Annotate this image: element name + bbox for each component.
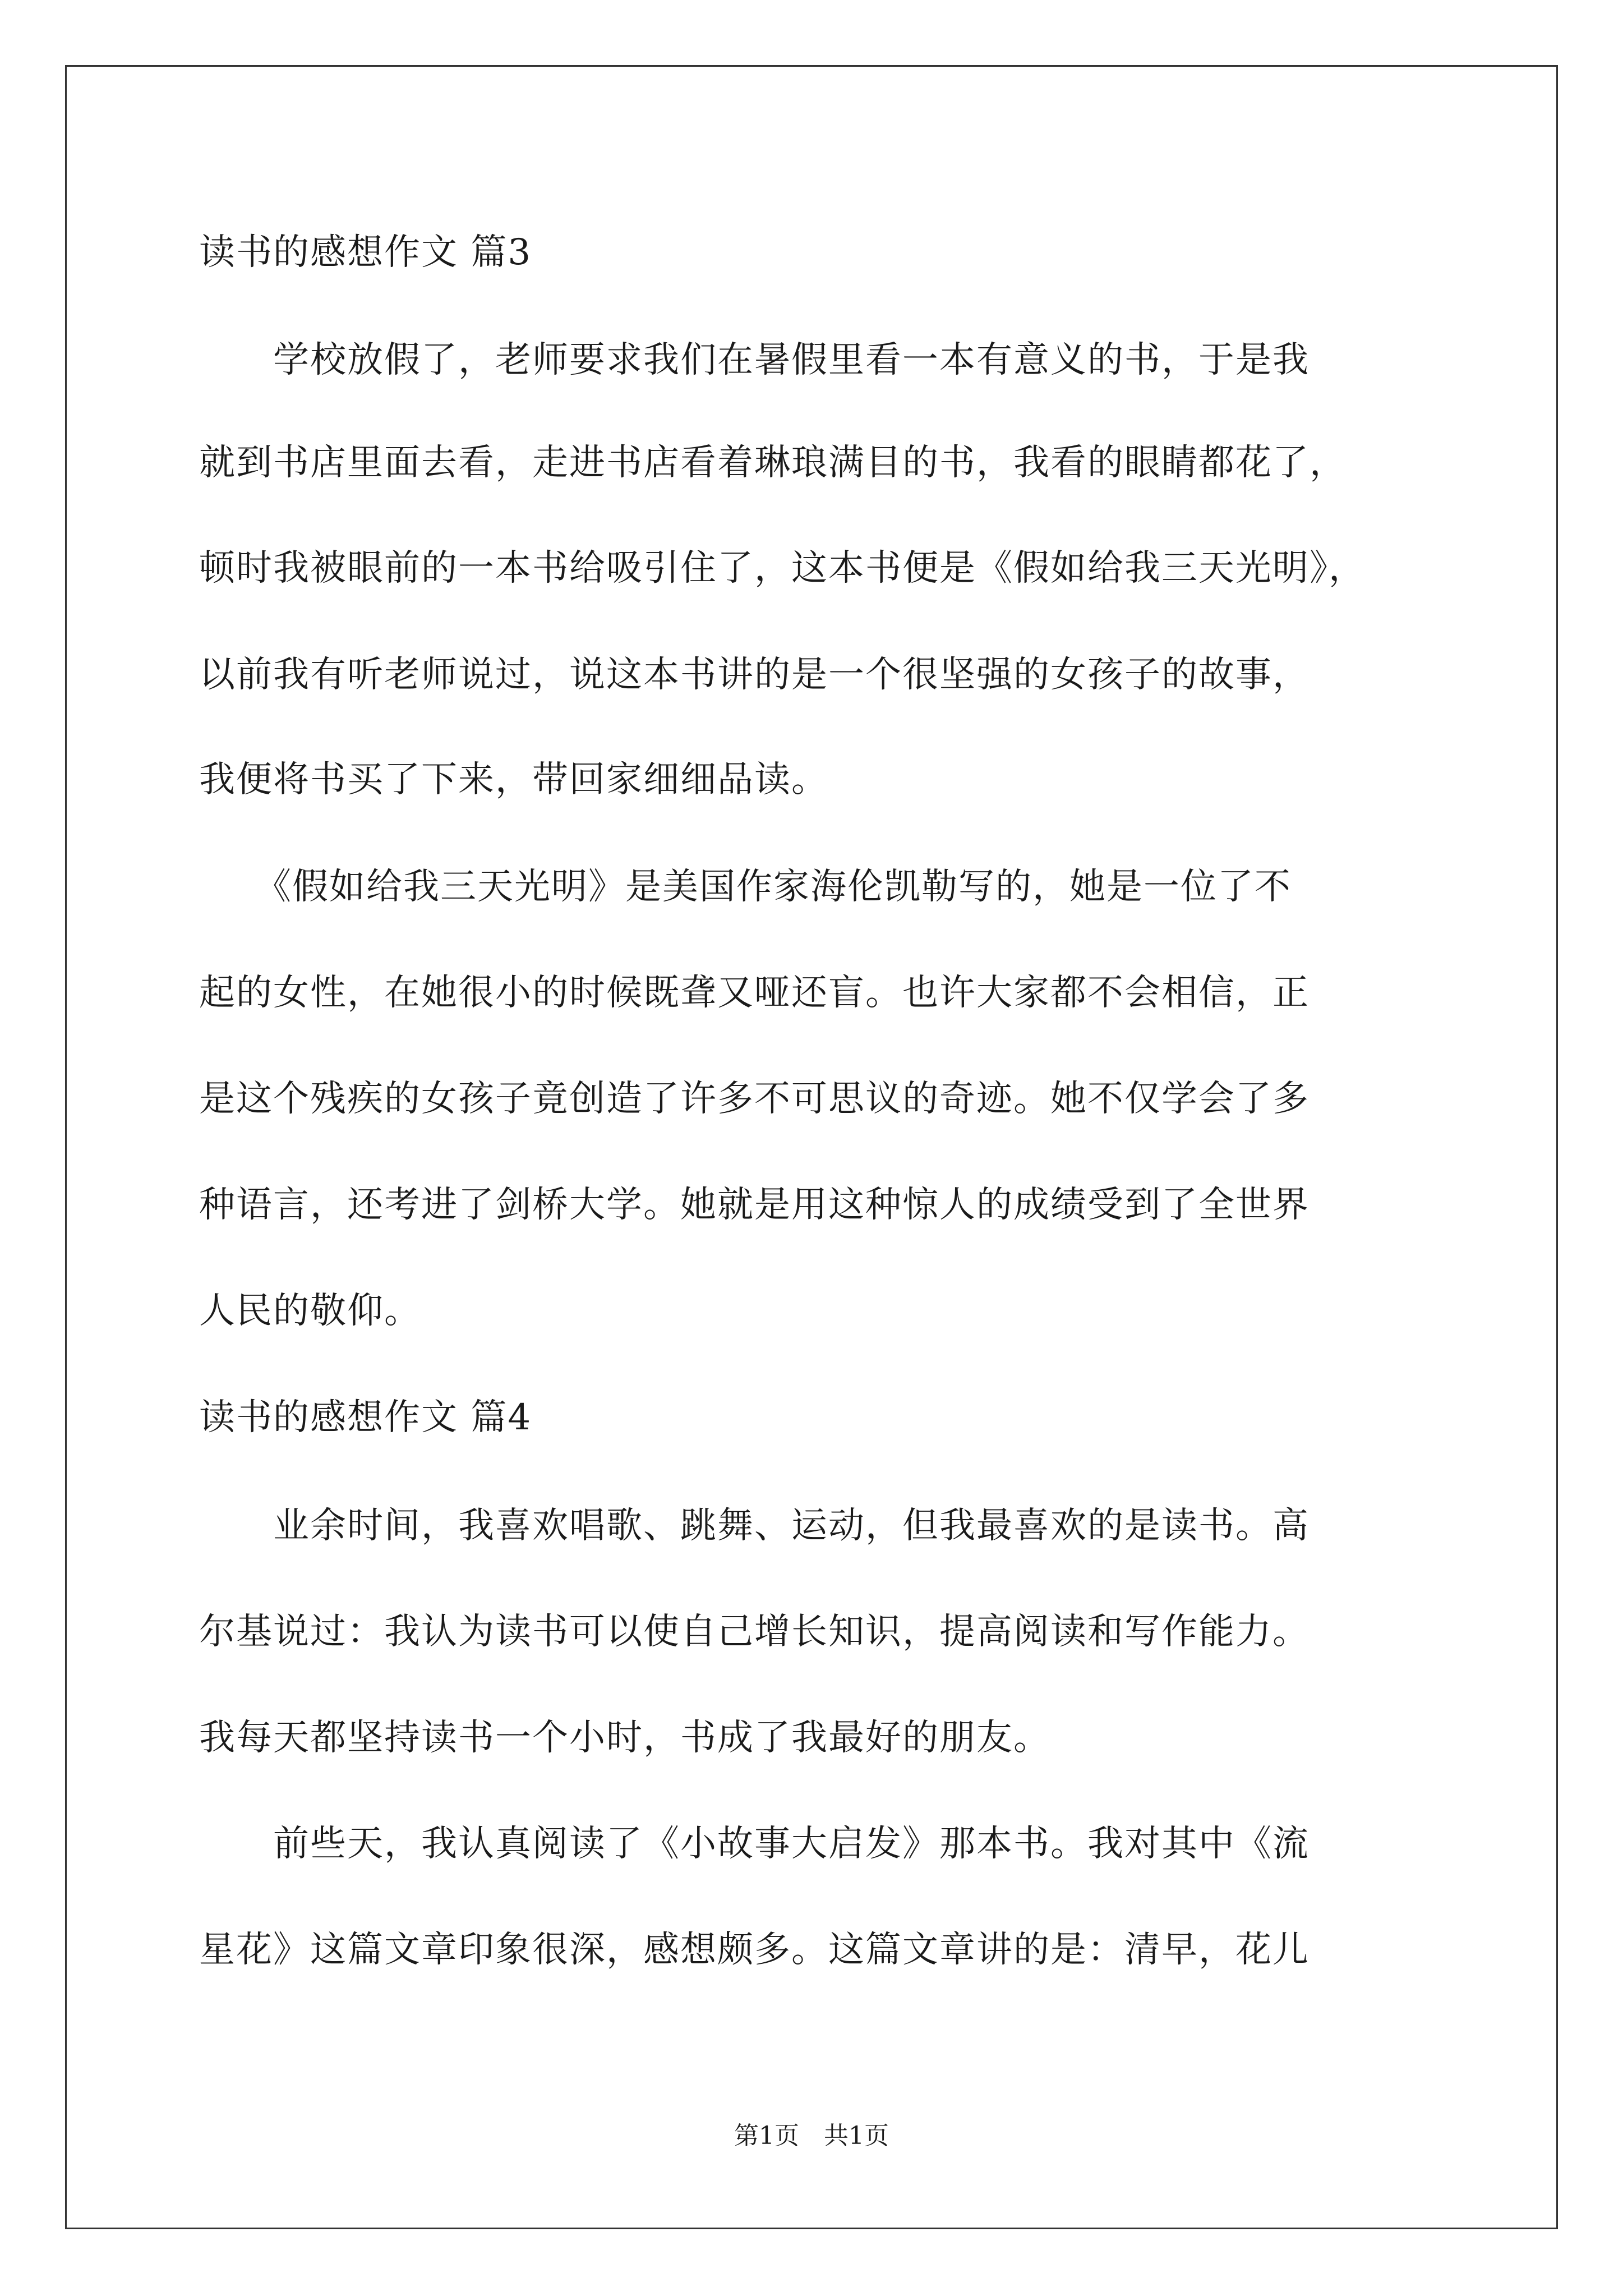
paragraph-line: 学校放假了，老师要求我们在暑假里看一本有意义的书，于是我 — [199, 339, 1310, 381]
paragraph-line: 我每天都坚持读书一个小时，书成了我最好的朋友。 — [199, 1717, 1050, 1759]
page-border — [65, 65, 1558, 2229]
paragraph-line: 种语言，还考进了剑桥大学。她就是用这种惊人的成绩受到了全世界 — [199, 1184, 1310, 1226]
paragraph-line: 业余时间，我喜欢唱歌、跳舞、运动，但我最喜欢的是读书。高 — [199, 1505, 1310, 1547]
paragraph-line: 《假如给我三天光明》是美国作家海伦凯勒写的，她是一位了不 — [199, 866, 1292, 908]
paragraph-line: 星花》这篇文章印象很深，感想颇多。这篇文章讲的是：清早，花儿 — [199, 1929, 1310, 1971]
paragraph-line: 就到书店里面去看，走进书店看着琳琅满目的书，我看的眼睛都花了， — [199, 442, 1347, 484]
paragraph-line: 顿时我被眼前的一本书给吸引住了，这本书便是《假如给我三天光明》， — [199, 547, 1366, 589]
paragraph-line: 前些天，我认真阅读了《小故事大启发》那本书。我对其中《流 — [199, 1823, 1310, 1865]
section-heading-4: 读书的感想作文 篇4 — [199, 1397, 532, 1438]
paragraph-line: 以前我有听老师说过，说这本书讲的是一个很坚强的女孩子的故事， — [199, 654, 1310, 696]
paragraph-line: 我便将书买了下来，带回家细细品读。 — [199, 759, 828, 800]
paragraph-line: 尔基说过：我认为读书可以使自己增长知识，提高阅读和写作能力。 — [199, 1611, 1310, 1653]
section-heading-3: 读书的感想作文 篇3 — [199, 232, 532, 273]
page-number-footer: 第1页 共1页 — [734, 2122, 889, 2150]
paragraph-line: 是这个残疾的女孩子竟创造了许多不可思议的奇迹。她不仅学会了多 — [199, 1078, 1310, 1120]
paragraph-line: 人民的敬仰。 — [199, 1290, 421, 1332]
paragraph-line: 起的女性，在她很小的时候既聋又哑还盲。也许大家都不会相信，正 — [199, 972, 1310, 1014]
